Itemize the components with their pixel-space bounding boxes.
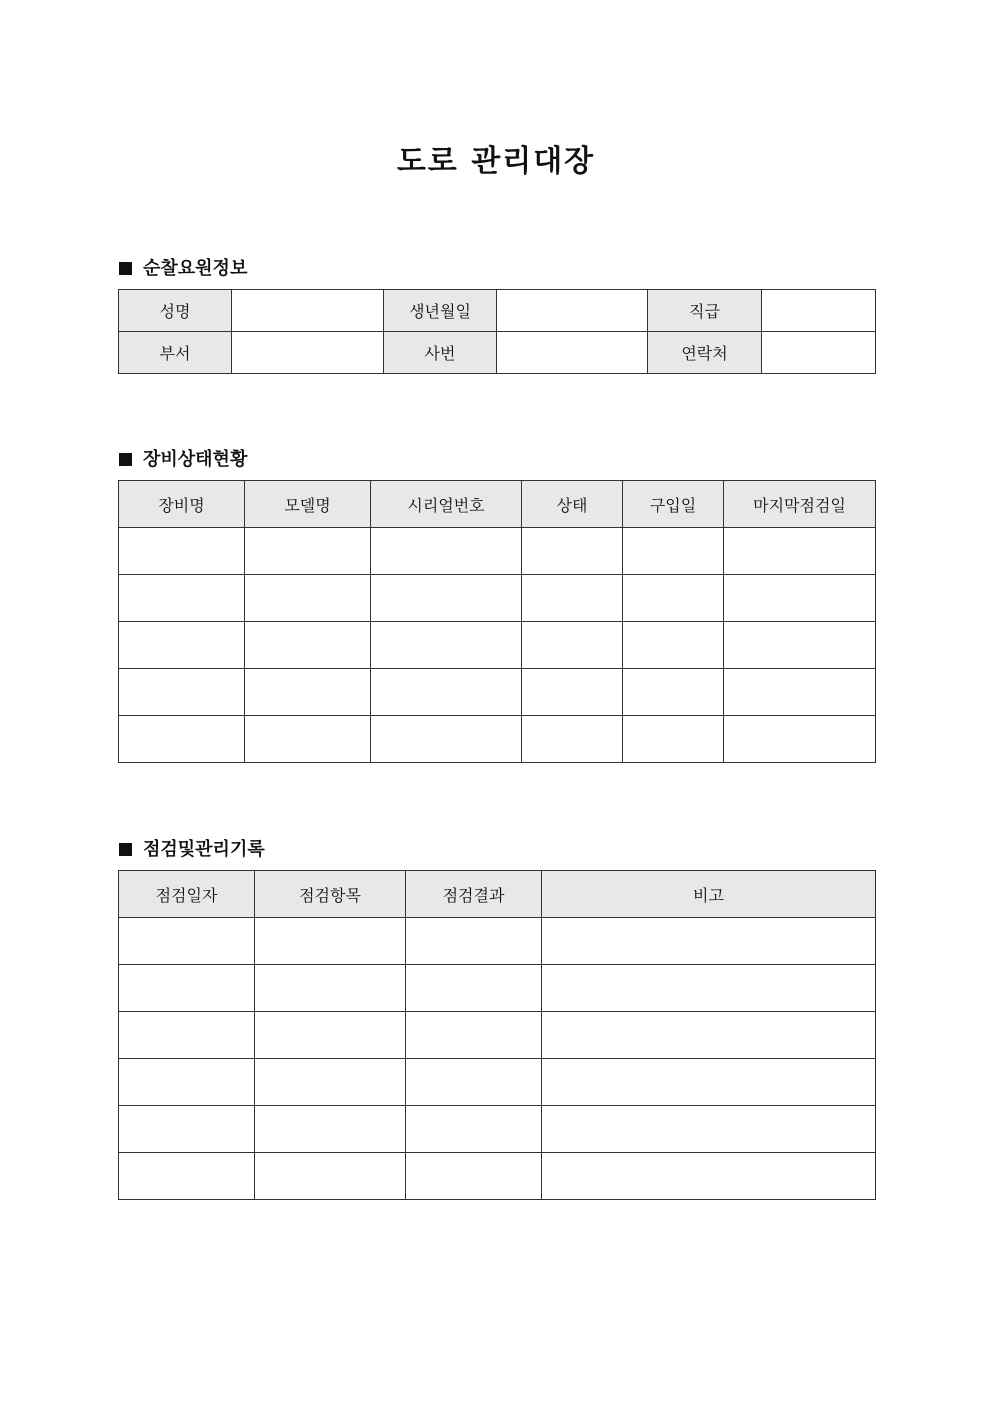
- field-label: 생년월일: [384, 290, 497, 332]
- table-cell[interactable]: [522, 622, 623, 669]
- field-value-cell[interactable]: [762, 332, 876, 374]
- table-cell[interactable]: [119, 918, 255, 965]
- table-cell[interactable]: [119, 965, 255, 1012]
- column-header: 점검결과: [406, 871, 542, 918]
- field-label: 사번: [384, 332, 497, 374]
- table-cell[interactable]: [623, 528, 724, 575]
- table-cell[interactable]: [724, 575, 876, 622]
- column-header: 점검항목: [255, 871, 406, 918]
- field-value-cell[interactable]: [497, 290, 648, 332]
- column-header: 점검일자: [119, 871, 255, 918]
- square-bullet-icon: [119, 262, 132, 275]
- table-cell[interactable]: [119, 1106, 255, 1153]
- table-cell[interactable]: [724, 716, 876, 763]
- section-heading-label: 장비상태현황: [143, 449, 248, 470]
- patrol-info-table: [118, 289, 876, 374]
- table-cell[interactable]: [245, 622, 371, 669]
- equipment-status-table: [118, 480, 876, 763]
- table-cell[interactable]: [371, 575, 522, 622]
- square-bullet-icon: [119, 843, 132, 856]
- field-value-cell[interactable]: [232, 290, 384, 332]
- square-bullet-icon: [119, 453, 132, 466]
- table-cell[interactable]: [255, 965, 406, 1012]
- column-header: 마지막점검일: [724, 481, 876, 528]
- table-cell[interactable]: [623, 716, 724, 763]
- field-label: 연락처: [648, 332, 762, 374]
- table-cell[interactable]: [371, 528, 522, 575]
- table-cell[interactable]: [245, 669, 371, 716]
- table-cell[interactable]: [406, 1106, 542, 1153]
- column-header: 비고: [542, 871, 876, 918]
- table-cell[interactable]: [542, 1106, 876, 1153]
- table-cell[interactable]: [542, 1012, 876, 1059]
- field-value-cell[interactable]: [232, 332, 384, 374]
- field-label: 부서: [119, 332, 232, 374]
- field-value-cell[interactable]: [762, 290, 876, 332]
- table-cell[interactable]: [623, 669, 724, 716]
- table-cell[interactable]: [255, 1153, 406, 1200]
- section-heading-inspection-records: [119, 835, 265, 861]
- field-label: 직급: [648, 290, 762, 332]
- table-cell[interactable]: [724, 528, 876, 575]
- table-cell[interactable]: [245, 575, 371, 622]
- table-row: [119, 290, 876, 332]
- page-title: 도로 관리대장: [396, 144, 596, 179]
- table-cell[interactable]: [119, 528, 245, 575]
- table-cell[interactable]: [245, 528, 371, 575]
- table-cell[interactable]: [371, 669, 522, 716]
- table-cell[interactable]: [406, 1012, 542, 1059]
- table-row: [119, 965, 876, 1012]
- table-cell[interactable]: [522, 575, 623, 622]
- table-row: [119, 716, 876, 763]
- table-cell[interactable]: [542, 918, 876, 965]
- table-cell[interactable]: [623, 575, 724, 622]
- section-heading-patrol-info: [119, 254, 247, 280]
- table-cell[interactable]: [119, 669, 245, 716]
- table-cell[interactable]: [623, 622, 724, 669]
- table-row: [119, 669, 876, 716]
- table-cell[interactable]: [542, 965, 876, 1012]
- table-cell[interactable]: [406, 1153, 542, 1200]
- section-heading-label: 순찰요원정보: [143, 258, 248, 279]
- field-value-cell[interactable]: [497, 332, 648, 374]
- table-row: [119, 1106, 876, 1153]
- table-cell[interactable]: [406, 1059, 542, 1106]
- column-header: 시리얼번호: [371, 481, 522, 528]
- table-cell[interactable]: [406, 965, 542, 1012]
- table-cell[interactable]: [542, 1153, 876, 1200]
- table-cell[interactable]: [119, 575, 245, 622]
- table-cell[interactable]: [119, 716, 245, 763]
- column-header: 구입일: [623, 481, 724, 528]
- table-cell[interactable]: [522, 716, 623, 763]
- table-row: [119, 575, 876, 622]
- table-cell[interactable]: [255, 1106, 406, 1153]
- table-row: [119, 332, 876, 374]
- table-cell[interactable]: [119, 622, 245, 669]
- table-cell[interactable]: [724, 669, 876, 716]
- table-cell[interactable]: [522, 528, 623, 575]
- table-row: [119, 622, 876, 669]
- table-row: [119, 528, 876, 575]
- table-cell[interactable]: [119, 1153, 255, 1200]
- table-cell[interactable]: [406, 918, 542, 965]
- column-header: 장비명: [119, 481, 245, 528]
- table-row: [119, 1059, 876, 1106]
- inspection-records-table: [118, 870, 876, 1200]
- table-cell[interactable]: [371, 716, 522, 763]
- table-cell[interactable]: [724, 622, 876, 669]
- table-cell[interactable]: [371, 622, 522, 669]
- table-row: [119, 1153, 876, 1200]
- table-cell[interactable]: [522, 669, 623, 716]
- table-row: [119, 918, 876, 965]
- table-cell[interactable]: [542, 1059, 876, 1106]
- column-header: 상태: [522, 481, 623, 528]
- column-header: 모델명: [245, 481, 371, 528]
- table-cell[interactable]: [255, 918, 406, 965]
- field-label: 성명: [119, 290, 232, 332]
- table-cell[interactable]: [255, 1012, 406, 1059]
- table-cell[interactable]: [245, 716, 371, 763]
- section-heading-equipment-status: [119, 445, 247, 471]
- table-cell[interactable]: [119, 1012, 255, 1059]
- table-cell[interactable]: [255, 1059, 406, 1106]
- section-heading-label: 점검및관리기록: [143, 839, 265, 860]
- table-cell[interactable]: [119, 1059, 255, 1106]
- table-row: [119, 1012, 876, 1059]
